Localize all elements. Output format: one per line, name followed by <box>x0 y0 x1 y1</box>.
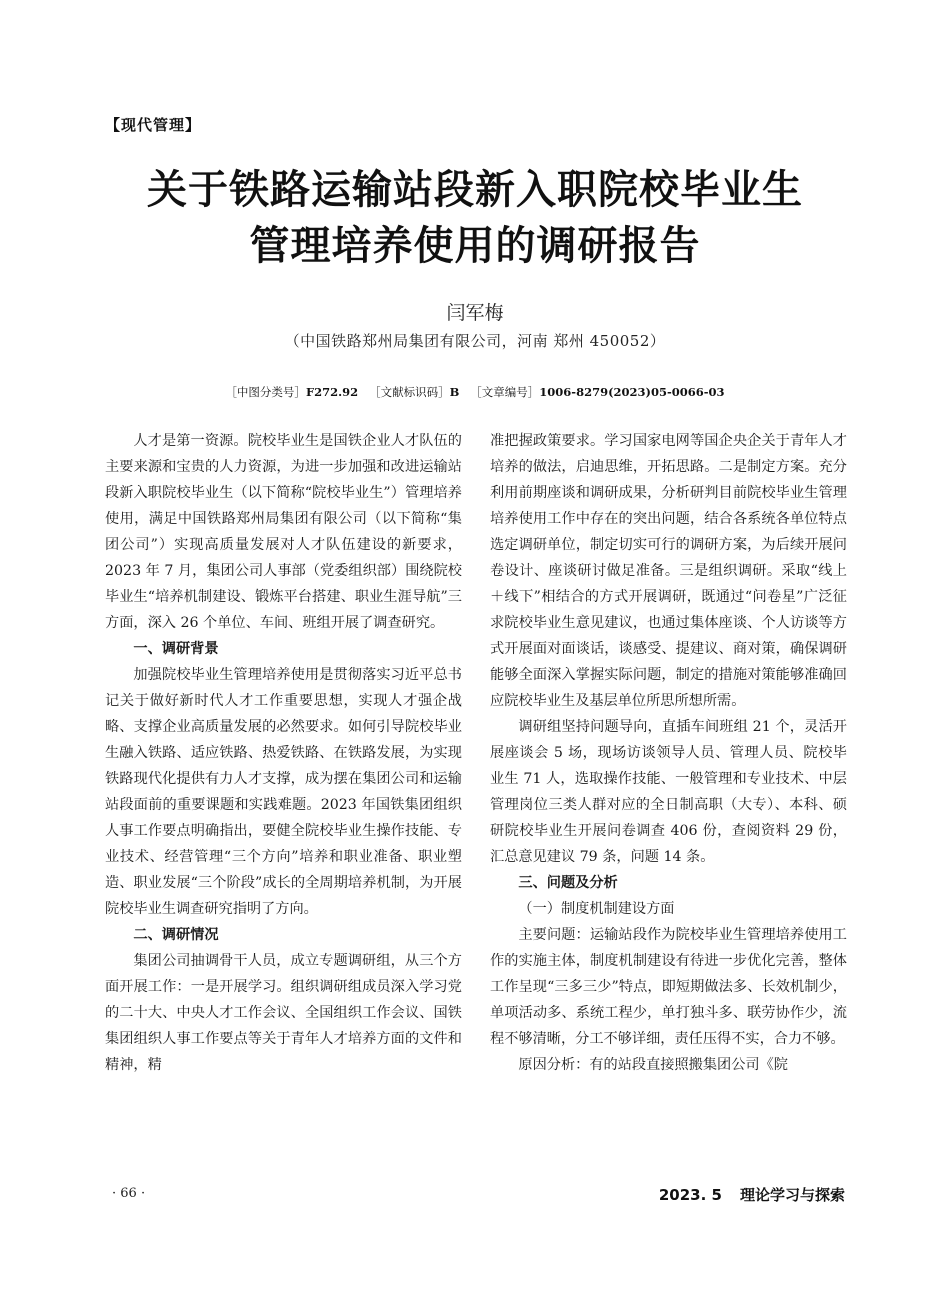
section-heading: 三、问题及分析 <box>518 875 618 891</box>
clc-value: F272.92 <box>305 385 359 399</box>
journal-footer <box>659 1184 845 1205</box>
article-title <box>0 162 950 274</box>
left-column <box>105 428 462 1078</box>
paragraph: 主要问题：运输站段作为院校毕业生管理培养使用工作的实施主体，制度机制建设有待进一步优化完善，整体工作呈现“三多三少”特点，即短期做法多、长效机制少，单项活动多、系统工程少，单打独斗多、联劳协作少，流程不够清晰，分工不够详细，责任压得不实，合力不够。 <box>490 927 847 1047</box>
issue-number: 2023. 5 <box>658 1186 722 1204</box>
clc-label: ［中图分类号］ <box>225 385 306 399</box>
section-heading: 二、调研情况 <box>133 927 219 943</box>
paragraph: 调研组坚持问题导向，直插车间班组 21 个，灵活开展座谈会 5 场，现场访谈领导人员、管理人员、院校毕业生 71 人，选取操作技能、一般管理和专业技术、中层管理岗位三类人群对应的全日制高职（大专）、本科、硕研院校毕业生开展问卷调查 406 份，查阅资料 29 份，汇总意见建议 79 条，问题 14 条。 <box>490 719 847 865</box>
title-line-2: 管理培养使用的调研报告 <box>249 222 701 269</box>
article-number-label: ［文章编号］ <box>470 385 540 399</box>
paragraph: 原因分析：有的站段直接照搬集团公司《院 <box>518 1057 788 1073</box>
article-number-value: 1006-8279(2023)05-0066-03 <box>539 385 725 399</box>
section-heading: 一、调研背景 <box>133 641 219 657</box>
doc-code-label: ［文献标识码］ <box>369 385 450 399</box>
paragraph: 集团公司抽调骨干人员，成立专题调研组，从三个方面开展工作：一是开展学习。组织调研组成员深入学习党的二十大、中央人才工作会议、全国组织工作会议、国铁集团组织人事工作要点等关于青年人才培养方面的文件和精神，精 <box>105 953 462 1073</box>
author-affiliation: （中国铁路郑州局集团有限公司，河南 郑州 450052） <box>284 332 666 350</box>
journal-name: 理论学习与探索 <box>739 1186 845 1204</box>
paragraph: 准把握政策要求。学习国家电网等国企央企关于青年人才培养的做法，启迪思维，开拓思路。二是制定方案。充分利用前期座谈和调研成果，分析研判目前院校毕业生管理培养使用工作中存在的突出问题，结合各系统各单位特点选定调研单位，制定切实可行的调研方案，为后续开展问卷设计、座谈研讨做足准备。三是组织调研。采取“线上＋线下”相结合的方式开展调研，既通过“问卷星”广泛征求院校毕业生意见建议，也通过集体座谈、个人访谈等方式开展面对面谈话，谈感受、提建议、商对策，确保调研能够全面深入掌握实际问题，制定的措施对策能够准确回应院校毕业生及基层单位所思所想所需。 <box>490 433 847 709</box>
title-line-1: 关于铁路运输站段新入职院校毕业生 <box>147 166 803 213</box>
paragraph: 加强院校毕业生管理培养使用是贯彻落实习近平总书记关于做好新时代人才工作重要思想，实现人才强企战略、支撑企业高质量发展的必然要求。如何引导院校毕业生融入铁路、适应铁路、热爱铁路、在铁路发展，为实现铁路现代化提供有力人才支撑，成为摆在集团公司和运输站段面前的重要课题和实践难题。2023 年国铁集团组织人事工作要点明确指出，要健全院校毕业生操作技能、专业技术、经营管理“三个方向”培养和职业准备、职业塑造、职业发展“三个阶段”成长的全周期培养机制，为开展院校毕业生调查研究指明了方向。 <box>105 667 462 917</box>
section-tag: 【现代管理】 <box>105 116 202 134</box>
doc-code-value: B <box>449 385 460 399</box>
classification-line <box>0 384 950 400</box>
subsection-heading: （一）制度机制建设方面 <box>518 901 675 917</box>
author-name: 闫军梅 <box>446 302 504 324</box>
paragraph: 人才是第一资源。院校毕业生是国铁企业人才队伍的主要来源和宝贵的人力资源，为进一步加强和改进运输站段新入职院校毕业生（以下简称“院校毕业生”）管理培养使用，满足中国铁路郑州局集团有限公司（以下简称“集团公司”）实现高质量发展对人才队伍建设的新要求，2023 年 7 月，集团公司人事部（党委组织部）围绕院校毕业生“培养机制建设、锻炼平台搭建、职业生涯导航”三方面，深入 26 个单位、车间、班组开展了调查研究。 <box>105 433 462 631</box>
page-number: · 66 · <box>112 1186 146 1201</box>
right-column <box>490 428 847 1078</box>
